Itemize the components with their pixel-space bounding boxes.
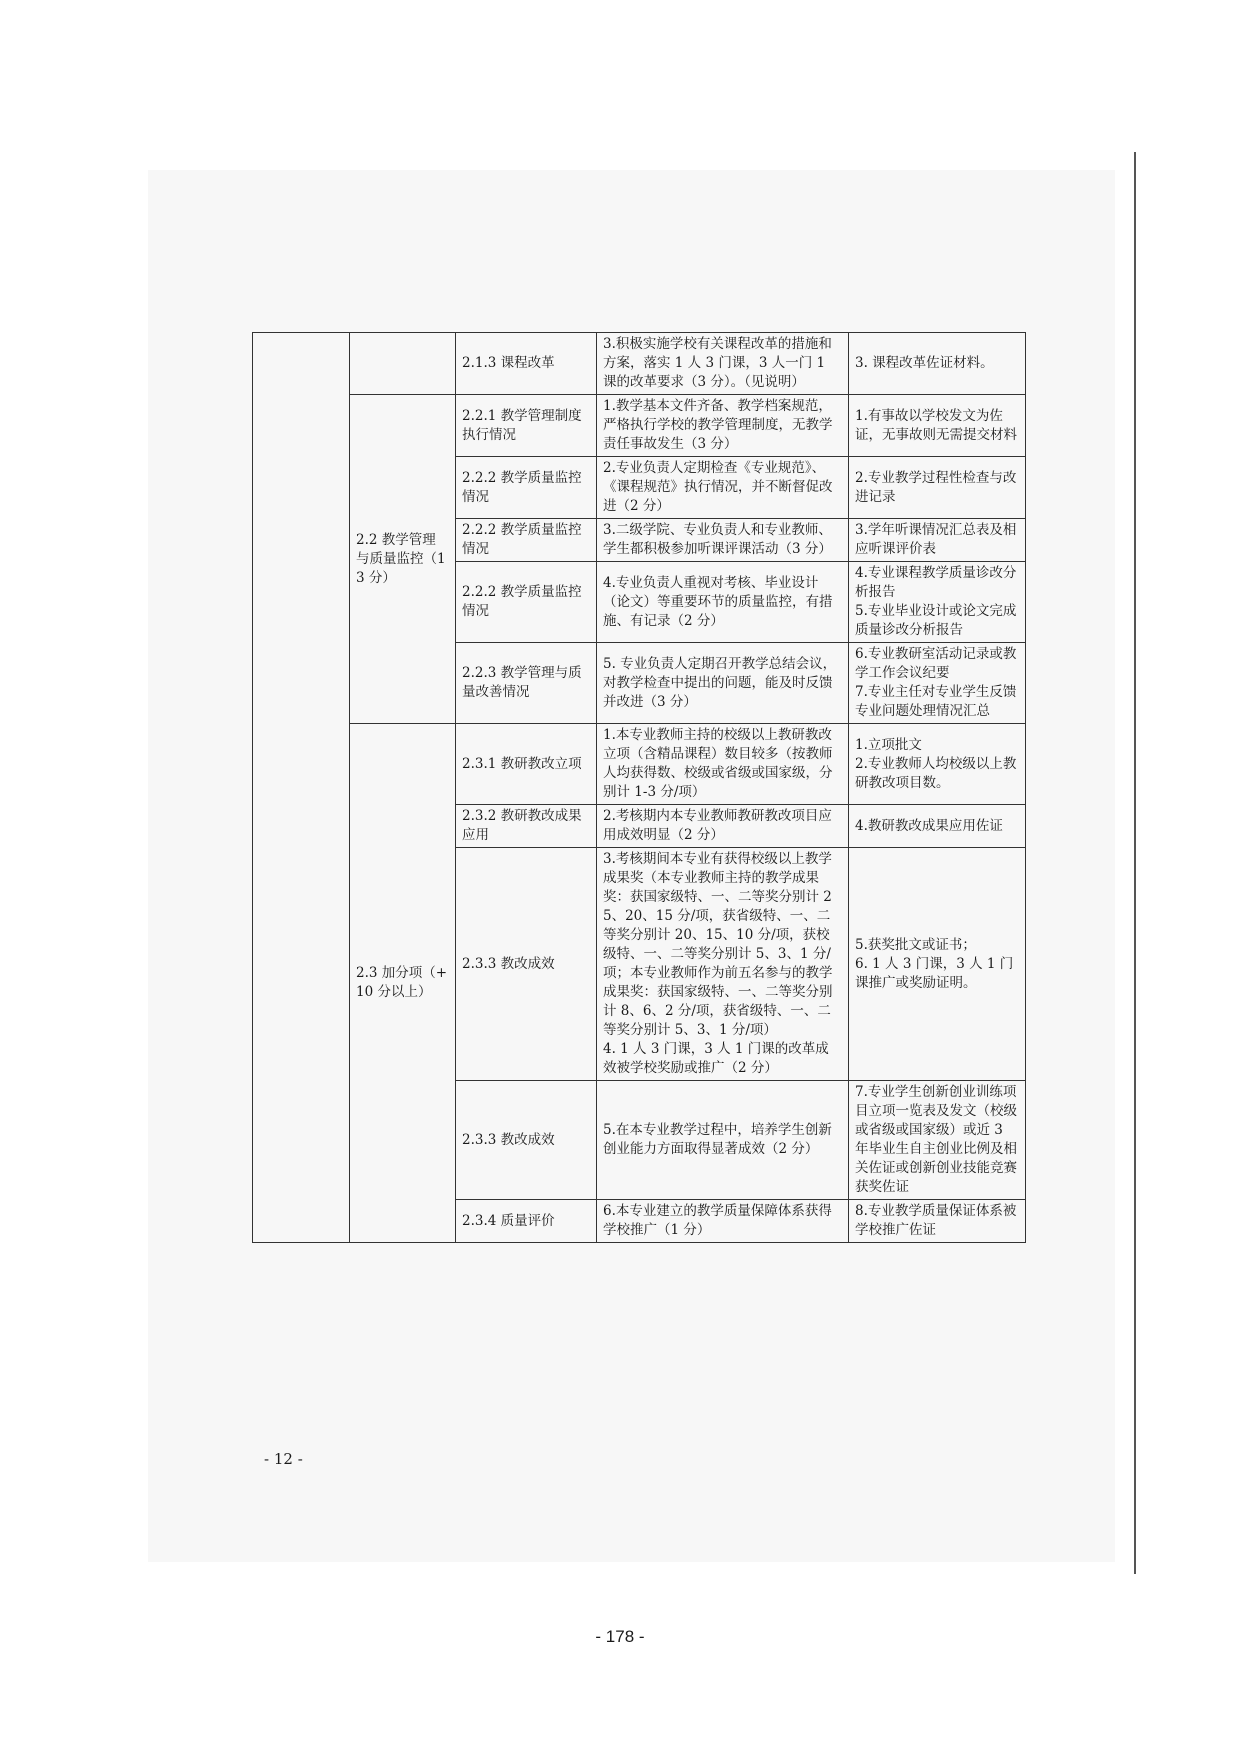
evidence-cell: 3.学年听课情况汇总表及相应听课评价表 [849,519,1026,562]
inner-page-number: - 12 - [264,1450,303,1468]
item-cell: 2.1.3 课程改革 [456,333,597,395]
standard-cell: 2.考核期内本专业教师教研教改项目应用成效明显（2 分） [597,805,849,848]
standard-cell: 1.教学基本文件齐备、教学档案规范，严格执行学校的教学管理制度，无教学责任事故发生（3 分） [597,395,849,457]
level1-cell [253,333,350,1243]
table-row [253,724,1026,805]
item-cell: 2.3.2 教研教改成果应用 [456,805,597,848]
item-cell: 2.2.3 教学管理与质量改善情况 [456,643,597,724]
evidence-cell: 1.立项批文 2.专业教师人均校级以上教研教改项目数。 [849,724,1026,805]
item-cell: 2.2.2 教学质量监控情况 [456,562,597,643]
standard-cell: 3.积极实施学校有关课程改革的措施和方案，落实 1 人 3 门课，3 人一门 1 课的改革要求（3 分）。（见说明） [597,333,849,395]
standard-cell: 5.在本专业教学过程中，培养学生创新创业能力方面取得显著成效（2 分） [597,1081,849,1200]
standard-cell: 3.考核期间本专业有获得校级以上教学成果奖（本专业教师主持的教学成果奖：获国家级特、一、二等奖分别计 25、20、15 分/项，获省级特、一、二等奖分别计 20、15、10 分/项，获校级特、一、二等奖分别计 5、3、1 分/项；本专业教师作为前五名参与的教学成果奖：获国家级特、一、二等奖分别计 8、6、2 分/项，获省级特、一、二等奖分别计 5、3、1 分/项） 4. 1 人 3 门课，3 人 1 门课的改革成效被学校奖励或推广（2 分） [597,848,849,1081]
evidence-cell: 1.有事故以学校发文为佐证，无事故则无需提交材料 [849,395,1026,457]
evidence-cell: 6.专业教研室活动记录或教学工作会议纪要 7.专业主任对专业学生反馈专业问题处理情况汇总 [849,643,1026,724]
group-cell: 2.3 加分项（+10 分以上） [350,724,456,1243]
level2-cell [350,333,456,395]
standard-cell: 3.二级学院、专业负责人和专业教师、学生都积极参加听课评课活动（3 分） [597,519,849,562]
item-cell: 2.3.1 教研教改立项 [456,724,597,805]
table-row [253,395,1026,457]
item-cell: 2.2.1 教学管理制度执行情况 [456,395,597,457]
evidence-cell: 2.专业教学过程性检查与改进记录 [849,457,1026,519]
evidence-cell: 7.专业学生创新创业训练项目立项一览表及发文（校级或省级或国家级）或近 3 年毕业生自主创业比例及相关佐证或创新创业技能竞赛获奖佐证 [849,1081,1026,1200]
item-cell: 2.3.3 教改成效 [456,1081,597,1200]
item-cell: 2.2.2 教学质量监控情况 [456,457,597,519]
evidence-cell: 3. 课程改革佐证材料。 [849,333,1026,395]
item-cell: 2.3.3 教改成效 [456,848,597,1081]
evidence-cell: 4.专业课程教学质量诊改分析报告 5.专业毕业设计或论文完成质量诊改分析报告 [849,562,1026,643]
item-cell: 2.3.4 质量评价 [456,1200,597,1243]
evidence-cell: 5.获奖批文或证书； 6. 1 人 3 门课，3 人 1 门课推广或奖励证明。 [849,848,1026,1081]
evidence-cell: 4.教研教改成果应用佐证 [849,805,1026,848]
standard-cell: 1.本专业教师主持的校级以上教研教改立项（含精品课程）数目较多（按教师人均获得数、校级或省级或国家级，分别计 1-3 分/项） [597,724,849,805]
page-number: - 178 - [595,1627,645,1646]
item-cell: 2.2.2 教学质量监控情况 [456,519,597,562]
evidence-cell: 8.专业教学质量保证体系被学校推广佐证 [849,1200,1026,1243]
table-row [253,333,1026,395]
standard-cell: 5. 专业负责人定期召开教学总结会议，对教学检查中提出的问题，能及时反馈并改进（3 分） [597,643,849,724]
standard-cell: 6.本专业建立的教学质量保障体系获得学校推广（1 分） [597,1200,849,1243]
page-edge-rule [1134,152,1136,1574]
standard-cell: 2.专业负责人定期检查《专业规范》、《课程规范》执行情况，并不断督促改进（2 分） [597,457,849,519]
evaluation-table [252,332,1026,1243]
standard-cell: 4.专业负责人重视对考核、毕业设计（论文）等重要环节的质量监控，有措施、有记录（2 分） [597,562,849,643]
group-cell: 2.2 教学管理与质量监控（13 分） [350,395,456,724]
